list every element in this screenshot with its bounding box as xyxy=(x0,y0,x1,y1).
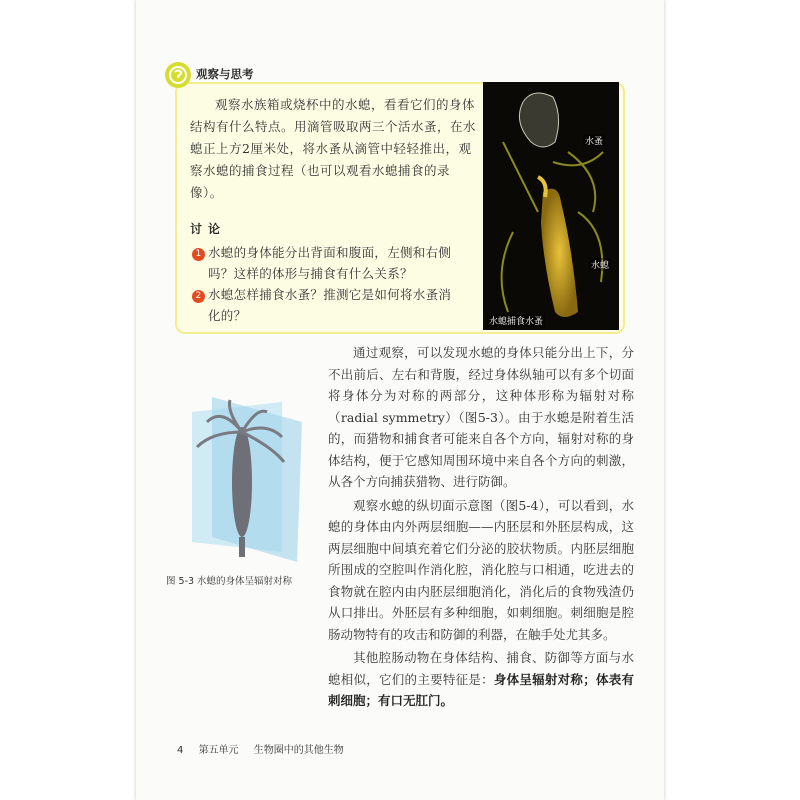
observe-think-icon xyxy=(165,62,191,88)
observation-text: 观察水族箱或烧杯中的水螅，看看它们的身体结构有什么特点。用滴管吸取两三个活水蚤，在水螅正上方2厘米处，将水蚤从滴管中轻轻推出，观察水螅的捕食过程（也可以观看水螅捕食的录像）。 xyxy=(190,97,477,200)
page-footer xyxy=(177,741,356,756)
unit-name: 第五单元 xyxy=(198,745,239,756)
question-text: 水螅的身体能分出背面和腹面，左侧和右侧 xyxy=(208,245,452,260)
number-circle-icon: 2 xyxy=(192,290,205,303)
photo-caption: 水螅捕食水蚤 xyxy=(487,314,545,327)
paragraph-3 xyxy=(328,647,634,712)
hydra-photo-illustration xyxy=(483,82,619,330)
hydra-label: 水螅 xyxy=(589,258,611,271)
figure-caption: 图 5-3 水螅的身体呈辐射对称 xyxy=(166,576,293,587)
number-circle-icon: 1 xyxy=(192,248,205,261)
question-text: 吗？这样的体形与捕食有什么关系？ xyxy=(208,266,413,281)
main-body-text xyxy=(328,342,634,714)
unit-title: 生物圈中的其他生物 xyxy=(253,745,344,756)
hydra-feeding-photo xyxy=(483,82,619,330)
paragraph-1: 通过观察，可以发现水螅的身体只能分出上下，分不出前后、左右和背腹，经过身体纵轴可以有多个切面将身体分为对称的两部分，这种体形称为辐射对称（radial symmetry）（图5-3）。由于水螅是附着生活的，而猎物和捕食者可能来自各个方向，辐射对称的身体结构，便于它感知周围环境中来自各个方向的刺激，从各个方向捕获猎物、进行防御。 xyxy=(328,345,634,489)
radial-symmetry-figure xyxy=(172,392,312,567)
section-title: 观察与思考 xyxy=(196,67,254,81)
question-text: 水螅怎样捕食水蚤？推测它是如何将水蚤消 xyxy=(208,287,452,302)
paragraph-3-text: 其他腔肠动物在身体结构、捕食、防御等方面与水螅相似，它们的主要特征是： xyxy=(328,650,634,687)
page-number: 4 xyxy=(177,745,184,756)
daphnia-label: 水蚤 xyxy=(583,134,605,147)
question-2 xyxy=(192,284,482,326)
question-text: 化的？ xyxy=(208,308,247,323)
discussion-title: 讨论 xyxy=(190,222,227,236)
key-features: 身体呈辐射对称；体表有刺细胞；有口无肛门。 xyxy=(328,671,634,708)
question-1 xyxy=(192,242,482,284)
paragraph-2: 观察水螅的纵切面示意图（图5-4），可以看到，水螅的身体由内外两层细胞——内胚层和外胚层构成，这两层细胞中间填充着它们分泌的胶状物质。内胚层细胞所围成的空腔叫作消化腔，消化腔与口相通，吃进去的食物就在腔内由内胚层细胞消化，消化后的食物残渣仍从口排出。外胚层有多种细胞，如刺细胞。刺细胞是腔肠动物特有的攻击和防御的利器，在触手处尤其多。 xyxy=(328,497,634,642)
